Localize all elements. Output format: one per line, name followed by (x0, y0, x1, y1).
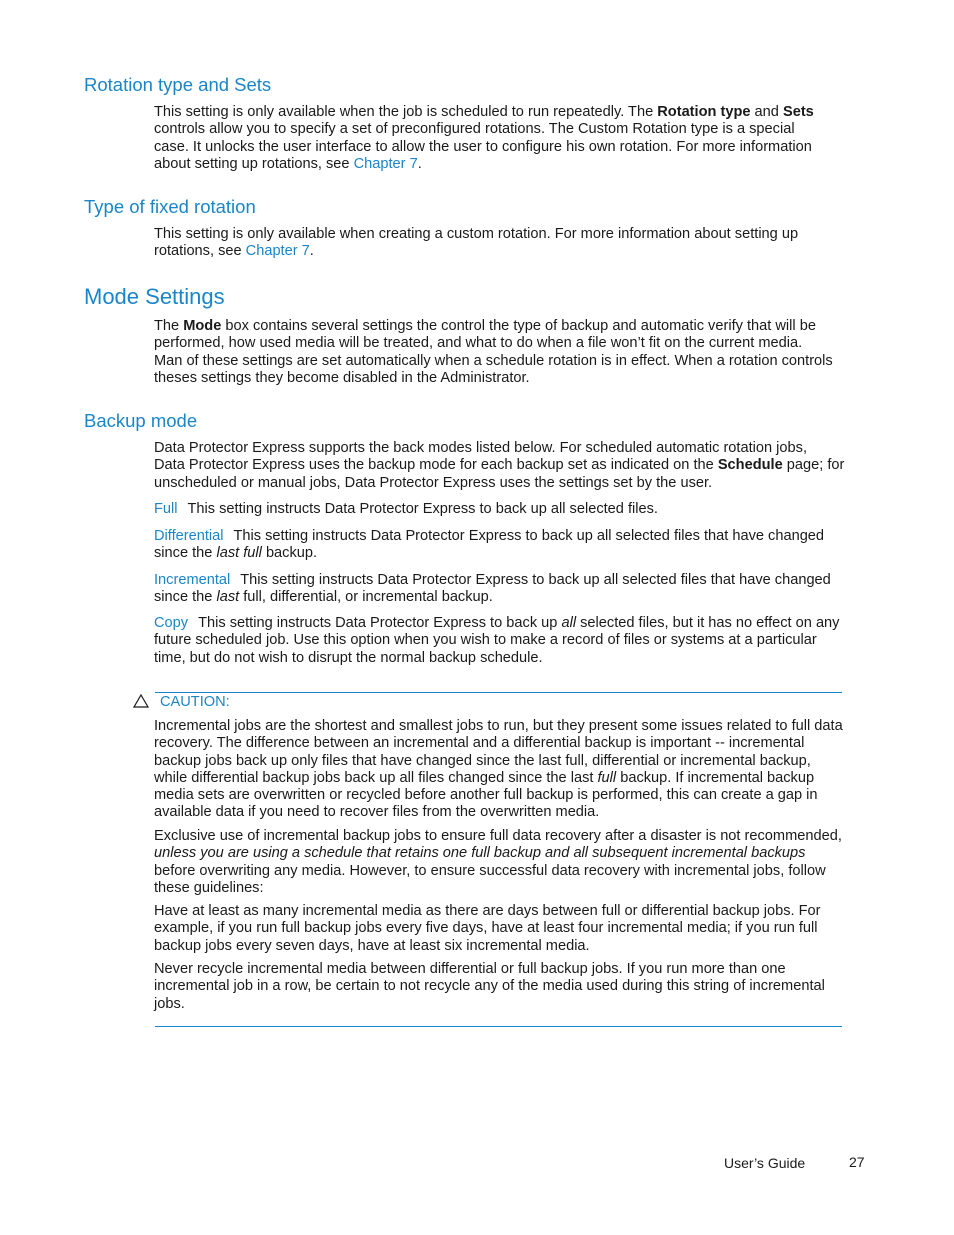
text-line: performed, how used media will be treated, and what to do when a file won’t fit on the current media. (154, 335, 803, 352)
text-run: backup. If incremental backup (616, 769, 815, 786)
text-run: Data Protector Express uses the backup mode for each backup set as indicated on the (154, 457, 718, 474)
text-run: backup. (261, 545, 318, 562)
caution-paragraph-1 (154, 718, 843, 822)
text-run: full, differential, or incremental backup. (239, 589, 493, 606)
text-line: theses settings they become disabled in the Administrator. (154, 369, 530, 386)
section-heading-mode-settings: Mode Settings (84, 284, 225, 309)
footer-guide-title: User’s Guide (724, 1155, 806, 1171)
term-full: Full (154, 501, 178, 517)
text-line: Exclusive use of incremental backup jobs to ensure full data recovery after a disaster is not recommended, (154, 828, 842, 844)
section-heading-rotation-type: Rotation type and Sets (84, 74, 272, 95)
footer-page-number: 27 (849, 1154, 865, 1170)
text-run: This setting instructs Data Protector Express to back up all selected files that have changed (240, 572, 831, 588)
text-run: since the (154, 589, 217, 606)
text-line: media sets are overwritten or recycled before another full backup is performed, this can create a gap in (154, 787, 818, 804)
text-line: these guidelines: (154, 879, 264, 896)
text-run: . (417, 155, 422, 172)
term-incremental: Incremental (154, 572, 231, 588)
text-line: Man of these settings are set automatically when a schedule rotation is in effect. When a rotation controls (154, 352, 833, 369)
text-run: This setting instructs Data Protector Express to back up all selected files. (187, 501, 658, 517)
text-line: Never recycle incremental media between differential or full backup jobs. If you run more than one (154, 961, 786, 977)
text-run: . (309, 243, 314, 260)
italic-text: unless you are using a schedule that retains one full backup and all subsequent incremental backups (154, 845, 806, 862)
text-line: Have at least as many incremental media as there are days between full or differential backup jobs. For (154, 903, 821, 919)
backup-mode-copy (154, 615, 839, 667)
caution-paragraph-2 (154, 828, 842, 897)
section-heading-backup-mode: Backup mode (84, 410, 198, 431)
text-run: page; for (782, 457, 845, 474)
caution-paragraph-4 (154, 961, 825, 1013)
text-line: example, if you run full backup jobs every five days, have at least four incremental media; if you run full (154, 920, 818, 937)
text-line: case. It unlocks the user interface to allow the user to configure his own rotation. For more information (154, 138, 812, 155)
italic-text: last full (216, 545, 262, 562)
caution-label: CAUTION: (160, 694, 230, 710)
backup-mode-incremental (154, 572, 831, 607)
italic-text: full (597, 769, 617, 786)
text-run: and (750, 104, 783, 120)
text-run: selected files, but it has no effect on any (576, 615, 840, 631)
bold-term-schedule: Schedule (717, 457, 783, 474)
text-run: rotations, see (154, 243, 246, 260)
backup-mode-full (154, 501, 658, 518)
text-line: future scheduled job. Use this option when you wish to make a record of files or systems at a particular (154, 632, 817, 649)
text-line: before overwriting any media. However, to ensure successful data recovery with incremental jobs, follow (154, 862, 826, 879)
text-line: backup jobs every seven days, have at least six incremental media. (154, 937, 590, 954)
text-run: This setting instructs Data Protector Express to back up (198, 615, 562, 631)
caution-top-rule (155, 692, 842, 693)
text-line: jobs. (154, 995, 185, 1012)
section-heading-fixed-rotation: Type of fixed rotation (84, 196, 256, 217)
bold-term-mode: Mode (183, 318, 222, 334)
italic-text: last (216, 589, 240, 606)
term-differential: Differential (154, 528, 224, 544)
text-run: This setting is only available when the job is scheduled to run repeatedly. The (154, 104, 658, 120)
text-run: about setting up rotations, see (154, 155, 354, 172)
text-run: while differential backup jobs back up all files changed since the last (154, 769, 598, 786)
mode-settings-paragraph (154, 318, 833, 387)
text-line: incremental job in a row, be certain to not recycle any of the media used during this string of incremental (154, 978, 825, 995)
caution-paragraph-3 (154, 903, 821, 955)
text-line: recovery. The difference between an incremental and a differential backup is important -- incremental (154, 735, 805, 752)
bold-term-sets: Sets (782, 104, 814, 120)
chapter-7-link[interactable]: Chapter 7 (353, 155, 418, 172)
text-run: since the (154, 545, 217, 562)
caution-triangle-icon (133, 694, 149, 708)
text-line: This setting is only available when creating a custom rotation. For more information about setting up (154, 226, 799, 242)
text-line: Data Protector Express supports the back modes listed below. For scheduled automatic rotation jobs, (154, 440, 807, 456)
fixed-rotation-paragraph (154, 226, 798, 261)
text-run: box contains several settings the control the type of backup and automatic verify that will be (221, 318, 816, 334)
caution-bottom-rule (155, 1026, 842, 1027)
text-line: available data if you need to recover files from the overwritten media. (154, 804, 600, 821)
text-line: backup jobs back up only files that have changed since the last full, differential or incremental backup, (154, 752, 811, 769)
text-line: time, but do not wish to disrupt the normal backup schedule. (154, 649, 543, 666)
backup-mode-intro (154, 440, 844, 492)
text-run: The (154, 318, 184, 334)
text-line: Incremental jobs are the shortest and smallest jobs to run, but they present some issues related to full data (154, 718, 843, 734)
backup-mode-differential (154, 528, 824, 563)
text-line: unscheduled or manual jobs, Data Protector Express uses the settings set by the user. (154, 474, 713, 491)
rotation-paragraph (154, 104, 814, 173)
text-run: This setting instructs Data Protector Express to back up all selected files that have changed (233, 528, 825, 544)
chapter-7-link[interactable]: Chapter 7 (245, 243, 310, 260)
italic-text: all (561, 615, 577, 631)
term-copy: Copy (154, 615, 189, 631)
bold-term-rotation-type: Rotation type (657, 104, 751, 120)
text-line: controls allow you to specify a set of preconfigured rotations. The Custom Rotation type is a special (154, 121, 795, 138)
